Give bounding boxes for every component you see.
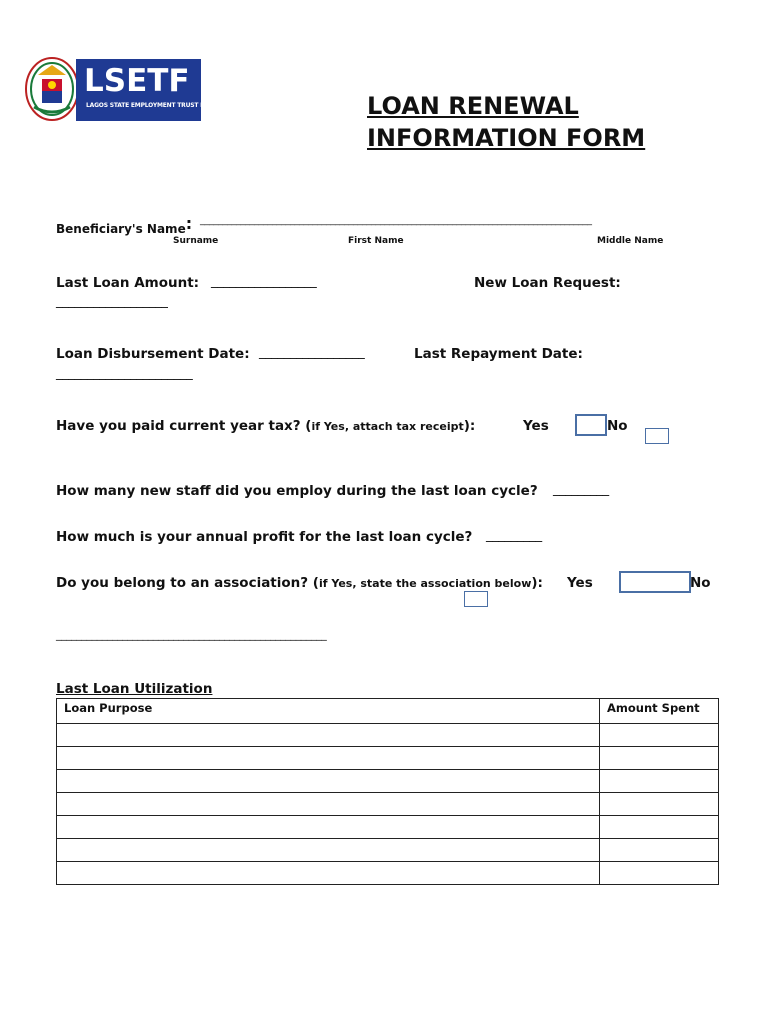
association-yes-label: Yes (567, 575, 593, 591)
logo-tagline: LAGOS STATE EMPLOYMENT TRUST FUND (86, 102, 219, 109)
form-title (367, 90, 645, 154)
loan-purpose-cell[interactable] (57, 770, 600, 793)
loan-purpose-cell[interactable] (57, 862, 600, 885)
disbursement-date-field[interactable]: _________________ (259, 345, 365, 360)
loan-purpose-cell[interactable] (57, 747, 600, 770)
utilization-table (56, 698, 719, 885)
table-header-row (57, 699, 719, 724)
table-row (57, 770, 719, 793)
last-repayment-date-label: Last Repayment Date: (414, 346, 583, 362)
annual-profit-question: How much is your annual profit for the last loan cycle? (56, 529, 473, 545)
association-question: Do you belong to an association? (if Yes, state the association below): (56, 575, 543, 591)
surname-caption: Surname (173, 236, 219, 246)
loan-purpose-cell[interactable] (57, 816, 600, 839)
loan-purpose-header: Loan Purpose (57, 699, 600, 724)
table-row (57, 747, 719, 770)
table-row (57, 724, 719, 747)
disbursement-date-label: Loan Disbursement Date: (56, 346, 250, 362)
new-staff-question: How many new staff did you employ during the last loan cycle? (56, 483, 538, 499)
tax-no-label: No (607, 418, 628, 434)
first-name-caption: First Name (348, 236, 404, 246)
last-loan-amount-label: Last Loan Amount: (56, 275, 200, 291)
utilization-heading: Last Loan Utilization (56, 681, 213, 697)
form-title-line2: INFORMATION FORM (367, 124, 646, 152)
association-no-checkbox[interactable] (464, 591, 488, 607)
lagos-state-seal-icon (24, 55, 80, 123)
amount-spent-cell[interactable] (600, 724, 719, 747)
loan-purpose-cell[interactable] (57, 793, 600, 816)
tax-question: Have you paid current year tax? (if Yes, attach tax receipt): (56, 418, 476, 434)
amount-spent-cell[interactable] (600, 862, 719, 885)
amount-spent-cell[interactable] (600, 816, 719, 839)
table-row (57, 816, 719, 839)
tax-yes-label: Yes (523, 418, 549, 434)
new-loan-request-field[interactable]: __________________ (56, 294, 168, 309)
tax-no-checkbox[interactable] (645, 428, 669, 444)
new-loan-request-label: New Loan Request: (474, 275, 621, 291)
form-title-line1: LOAN RENEWAL (367, 92, 579, 120)
amount-spent-header: Amount Spent (600, 699, 719, 724)
amount-spent-cell[interactable] (600, 793, 719, 816)
middle-name-caption: Middle Name (597, 236, 664, 246)
last-loan-amount-field[interactable]: _________________ (211, 274, 317, 289)
table-row (57, 862, 719, 885)
association-no-label: No (690, 575, 711, 591)
new-staff-field[interactable]: _________ (553, 482, 609, 497)
tax-yes-checkbox[interactable] (575, 414, 607, 436)
loan-purpose-cell[interactable] (57, 839, 600, 862)
amount-spent-cell[interactable] (600, 770, 719, 793)
table-row (57, 839, 719, 862)
amount-spent-cell[interactable] (600, 747, 719, 770)
beneficiary-name-label: Beneficiary's Name: (56, 214, 193, 236)
logo-wordmark: LSETF (84, 63, 190, 99)
beneficiary-name-field[interactable]: _______________________________________________________________________________________ (200, 215, 592, 226)
association-name-field[interactable]: _____________________________________________________ (56, 628, 327, 641)
amount-spent-cell[interactable] (600, 839, 719, 862)
table-row (57, 793, 719, 816)
last-repayment-date-field[interactable]: ______________________ (56, 366, 193, 381)
association-yes-checkbox[interactable] (619, 571, 691, 593)
annual-profit-field[interactable]: _________ (486, 528, 542, 543)
loan-purpose-cell[interactable] (57, 724, 600, 747)
